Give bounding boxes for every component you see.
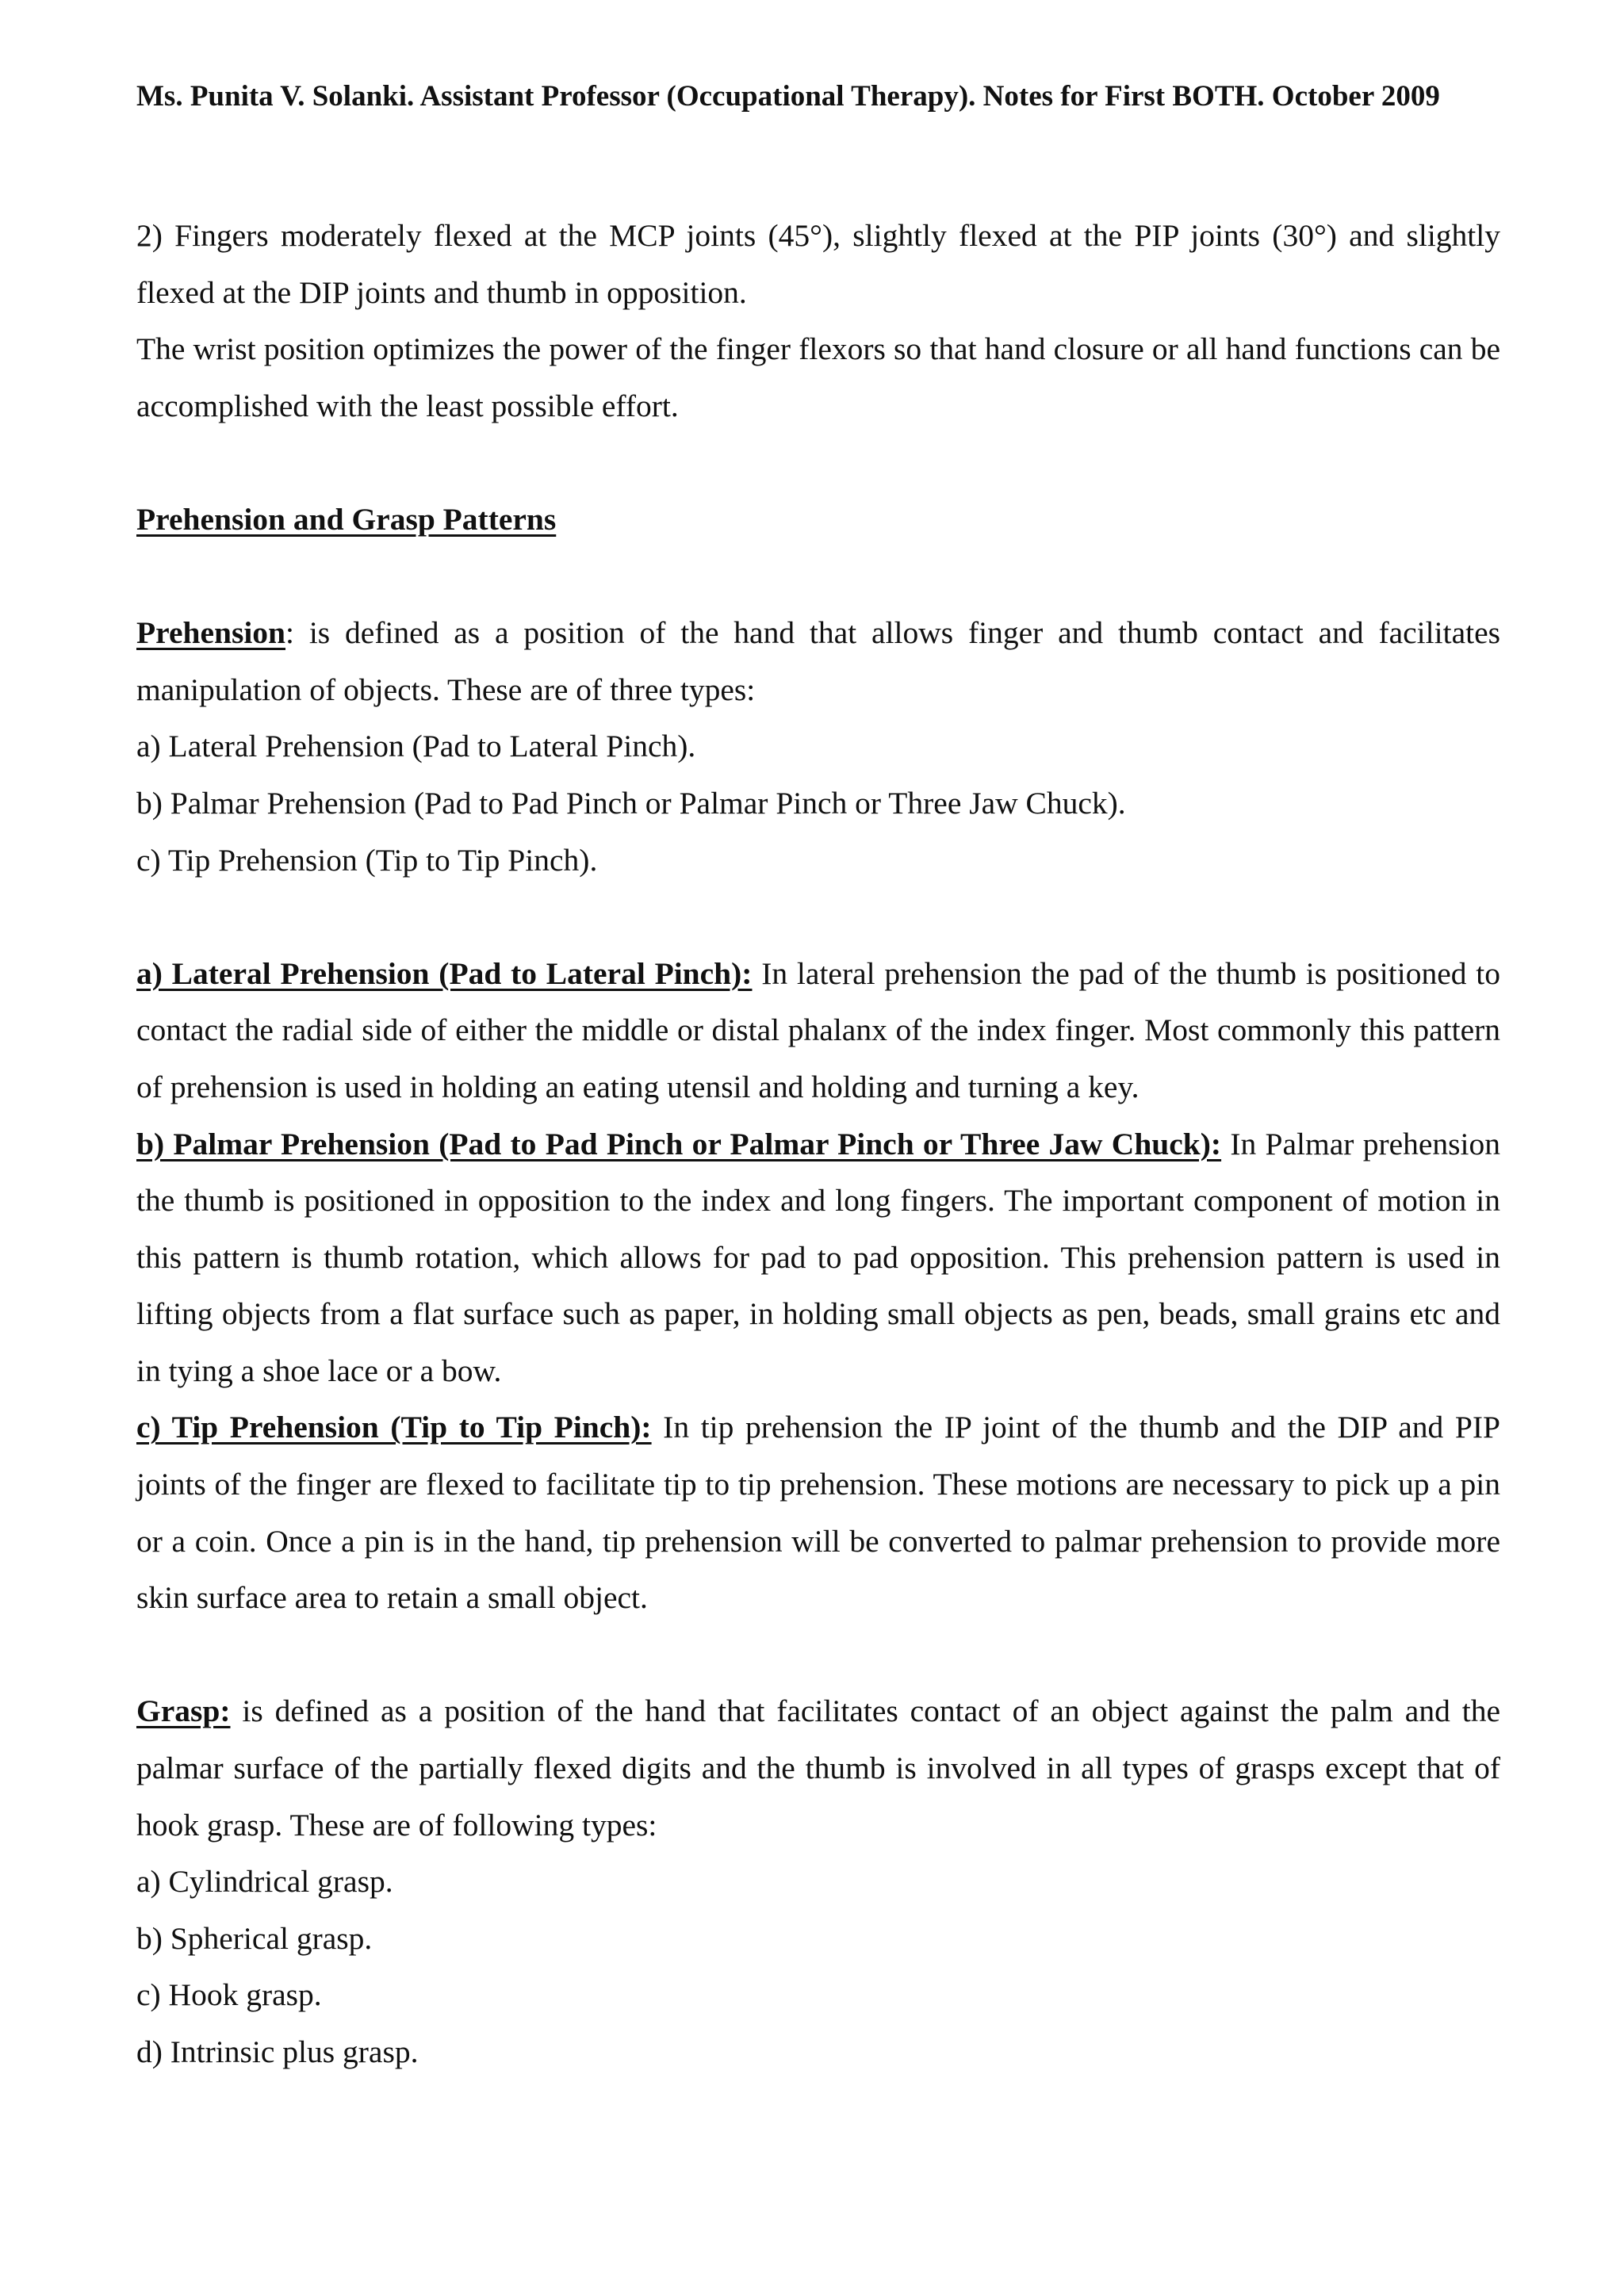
palmar-prehension-heading: b) Palmar Prehension (Pad to Pad Pinch or Palmar Pinch or Three Jaw Chuck): [136, 1126, 1222, 1161]
grasp-definition [136, 1683, 1500, 1854]
spacer [136, 1627, 1500, 1684]
tip-prehension-paragraph [136, 1399, 1500, 1626]
palmar-prehension-paragraph [136, 1116, 1500, 1400]
page-header: Ms. Punita V. Solanki. Assistant Professor (Occupational Therapy). Notes for First BOTH. October 2009 [136, 80, 1440, 113]
prehension-term: Prehension [136, 615, 286, 651]
prehension-type-item: c) Tip Prehension (Tip to Tip Pinch). [136, 842, 598, 878]
spacer [136, 434, 1500, 492]
grasp-type-item: d) Intrinsic plus grasp. [136, 2034, 419, 2069]
prehension-definition-text: : is defined as a position of the hand that allows finger and thumb contact and facilitates manipulation of objects. These are of three types: [136, 615, 1500, 707]
lateral-prehension-text: In lateral prehension the pad of the thumb is positioned to contact the radial side of either the middle or distal phalanx of the index finger. Most commonly this pattern of prehension is used in holding an eating utensil and holding and turning a key. [136, 955, 1500, 1104]
palmar-prehension-text: In Palmar prehension the thumb is positioned in opposition to the index and long fingers. The important component of motion in this pattern is thumb rotation, which allows for pad to pad opposition. This prehension pattern is used in lifting objects from a flat surface such as paper, in holding small objects as pen, beads, small grains etc and in tying a shoe lace or a bow. [136, 1126, 1501, 1388]
document-body [136, 208, 1500, 2081]
section-heading-text: Prehension and Grasp Patterns [136, 501, 557, 537]
spacer [136, 889, 1500, 946]
intro-paragraph-wrist: The wrist position optimizes the power of the finger flexors so that hand closure or all hand functions can be accomplished with the least possible effort. [136, 331, 1500, 423]
lateral-prehension-paragraph [136, 946, 1500, 1116]
tip-prehension-text: In tip prehension the IP joint of the thumb and the DIP and PIP joints of the finger are flexed to facilitate tip to tip prehension. These motions are necessary to pick up a pin or a coin. Once a pin is in the hand, tip prehension will be converted to palmar prehension to provide more skin surface area to retain a small object. [136, 1410, 1501, 1616]
prehension-definition [136, 605, 1500, 718]
section-heading [136, 492, 1500, 549]
intro-paragraph-fingers: 2) Fingers moderately flexed at the MCP joints (45°), slightly flexed at the PIP joints (30°) and slightly flexed at the DIP joints and thumb in opposition. [136, 218, 1500, 310]
grasp-type-item: a) Cylindrical grasp. [136, 1864, 393, 1900]
grasp-definition-text: is defined as a position of the hand that facilitates contact of an object against the palm and the palmar surface of the partially flexed digits and the thumb is involved in all types of grasps except that of hook grasp. These are of following types: [136, 1693, 1500, 1843]
grasp-type-item: b) Spherical grasp. [136, 1920, 373, 1956]
prehension-type-item: b) Palmar Prehension (Pad to Pad Pinch or Palmar Pinch or Three Jaw Chuck). [136, 785, 1126, 821]
tip-prehension-heading: c) Tip Prehension (Tip to Tip Pinch): [136, 1410, 652, 1445]
grasp-term: Grasp: [136, 1693, 231, 1729]
grasp-type-item: c) Hook grasp. [136, 1977, 322, 2013]
lateral-prehension-heading: a) Lateral Prehension (Pad to Lateral Pinch): [136, 955, 753, 991]
prehension-type-item: a) Lateral Prehension (Pad to Lateral Pinch). [136, 729, 696, 764]
spacer [136, 549, 1500, 606]
